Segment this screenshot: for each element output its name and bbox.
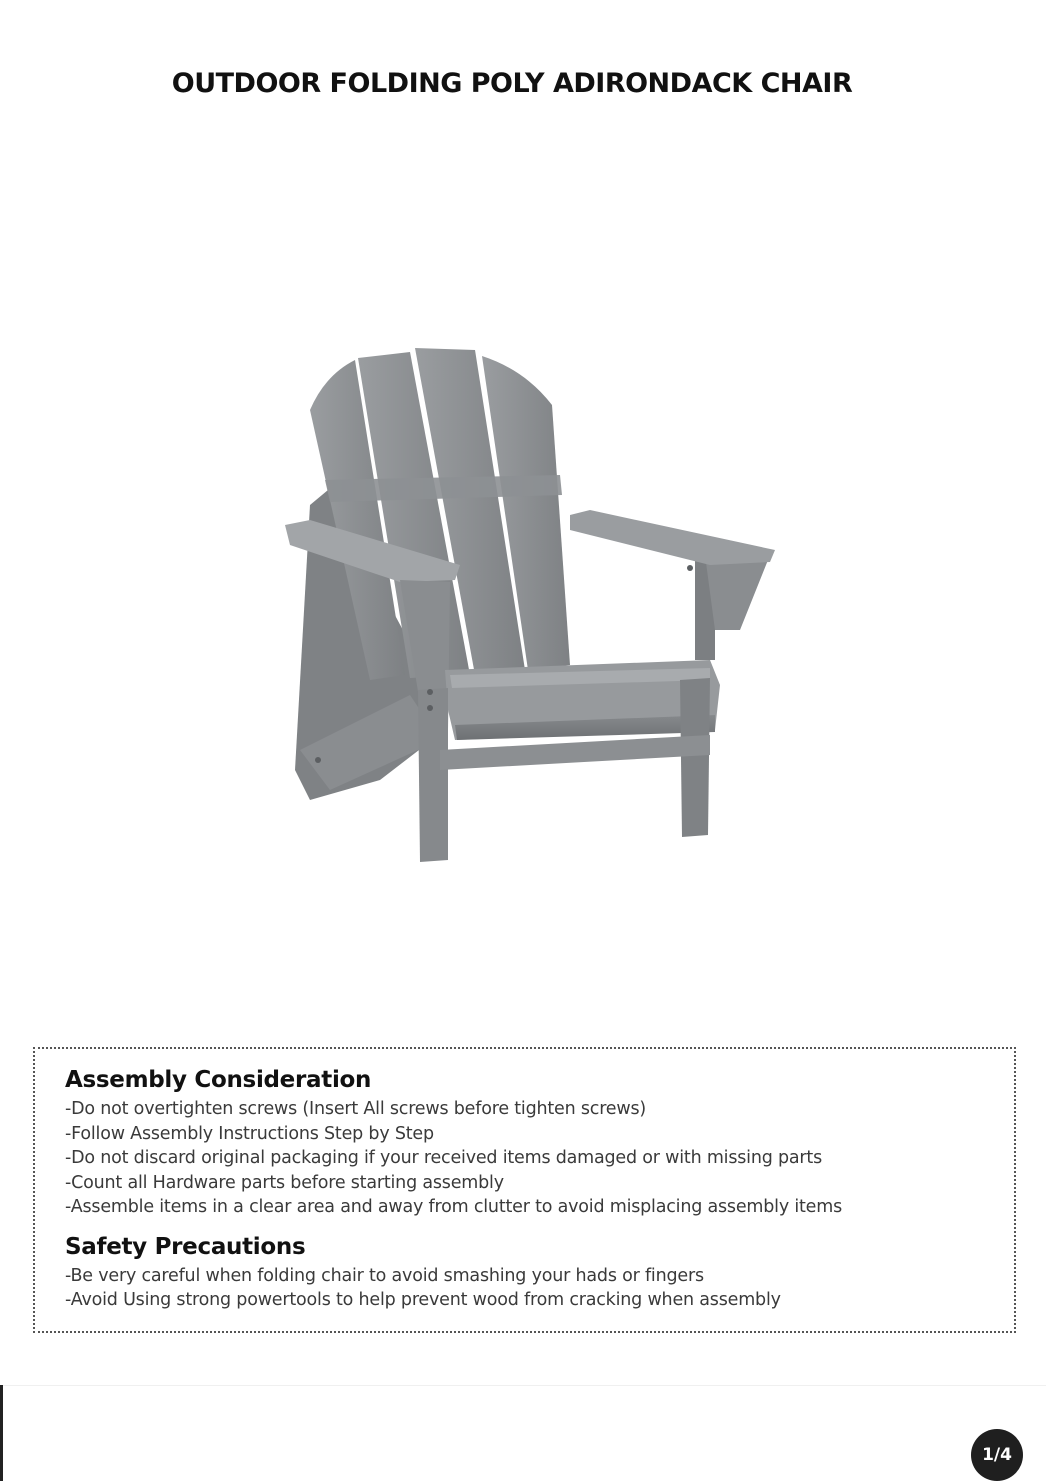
list-item: -Count all Hardware parts before starting assembly bbox=[65, 1172, 504, 1193]
page-title: OUTDOOR FOLDING POLY ADIRONDACK CHAIR bbox=[171, 68, 853, 100]
list-item: -Follow Assembly Instructions Step by Step bbox=[65, 1123, 434, 1144]
list-item: -Do not overtighten screws (Insert All screws before tighten screws) bbox=[65, 1099, 647, 1119]
assembly-consideration-heading: Assembly Consideration bbox=[65, 1067, 372, 1093]
safety-precautions-list bbox=[65, 1264, 984, 1313]
page-edge-mark bbox=[0, 1385, 3, 1481]
assembly-consideration-list bbox=[65, 1097, 984, 1220]
list-item: -Avoid Using strong powertools to help prevent wood from cracking when assembly bbox=[65, 1290, 781, 1310]
instructions-box bbox=[33, 1047, 1016, 1333]
chair-icon bbox=[270, 330, 790, 870]
list-item: -Be very careful when folding chair to avoid smashing your hads or fingers bbox=[65, 1265, 704, 1286]
list-item: -Do not discard original packaging if your received items damaged or with missing parts bbox=[65, 1148, 823, 1168]
list-item: -Assemble items in a clear area and away from clutter to avoid misplacing assembly items bbox=[65, 1197, 843, 1217]
safety-precautions-heading: Safety Precautions bbox=[65, 1233, 306, 1260]
page-number-badge: 1/4 bbox=[971, 1429, 1023, 1481]
footer-divider bbox=[0, 1385, 1046, 1386]
